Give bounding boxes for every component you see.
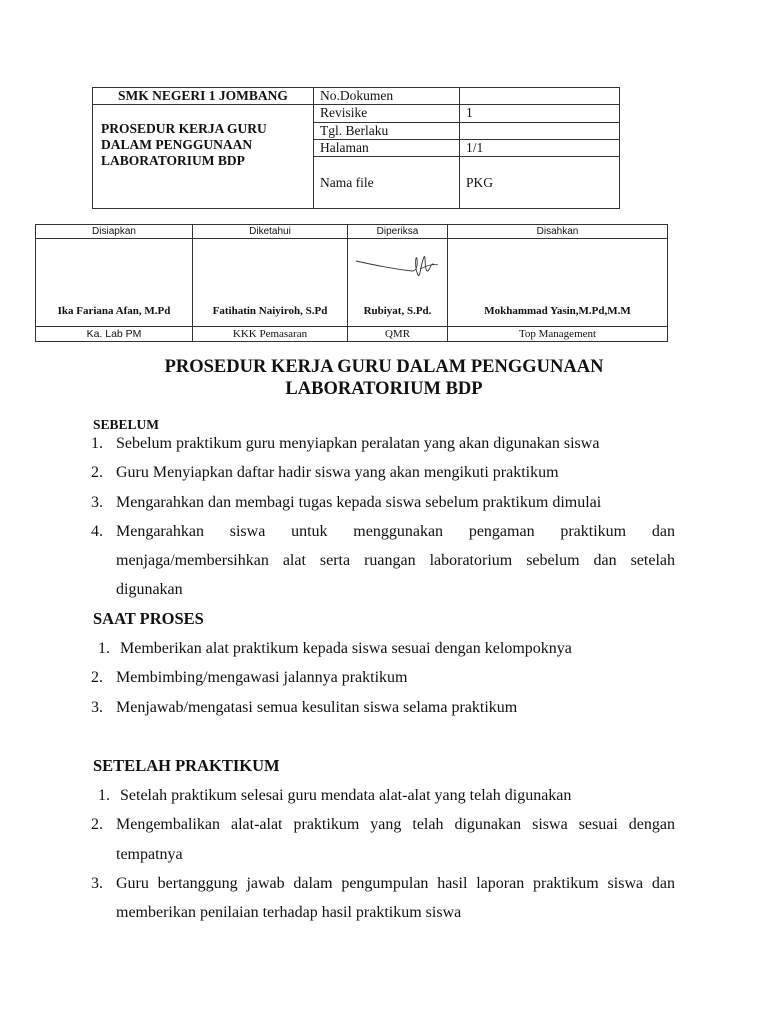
list-item: [93, 869, 675, 928]
item-text: Mengarahkan siswa untuk menggunakan pengaman praktikum dan menjaga/membersihkan alat serta ruangan laboratorium sebelum dan setelah digunakan: [116, 522, 675, 599]
list-item: [93, 693, 675, 722]
document-title-line-2: LABORATORIUM BDP: [285, 379, 483, 399]
list-item: [93, 429, 675, 458]
signer-cell-qmr: [348, 239, 448, 327]
signer-name-qmr: Rubiyat, S.Pd.: [363, 305, 432, 317]
field-label-halaman: Halaman: [314, 140, 460, 157]
signer-name-top-management: Mokhammad Yasin,M.Pd,M.M: [448, 239, 668, 327]
field-value-revisike: 1: [460, 105, 620, 123]
list-item: [93, 663, 675, 692]
field-label-revisike: Revisike: [314, 105, 460, 123]
procedure-title-line-1: PROSEDUR KERJA GURU: [101, 121, 267, 136]
item-number: 3.: [91, 698, 103, 716]
item-text: Mengarahkan dan membagi tugas kepada siswa sebelum praktikum dimulai: [116, 493, 602, 511]
item-text: Memberikan alat praktikum kepada siswa sesuai dengan kelompoknya: [120, 640, 572, 657]
item-number: 1.: [98, 787, 110, 804]
item-number: 1.: [98, 640, 110, 657]
item-text: Sebelum praktikum guru menyiapkan peralatan yang akan digunakan siswa: [116, 435, 600, 452]
school-name: SMK NEGERI 1 JOMBANG: [93, 88, 314, 105]
list-item: [93, 781, 675, 810]
item-number: 2.: [91, 464, 103, 482]
document-title: [92, 356, 676, 400]
approval-role-diketahui: Diketahui: [193, 225, 348, 239]
item-number: 1.: [91, 435, 103, 452]
field-label-no-dokumen: No.Dokumen: [314, 88, 460, 105]
item-number: 3.: [91, 874, 103, 892]
approval-role-diperiksa: Diperiksa: [348, 225, 448, 239]
procedure-title-cell: [93, 105, 314, 209]
signer-position-ka-lab: Ka. Lab PM: [36, 327, 193, 342]
handwritten-signature: [354, 247, 440, 287]
section-heading-after: SETELAH PRAKTIKUM: [93, 756, 280, 775]
signer-position-top-management: Top Management: [448, 327, 668, 342]
item-number: 2.: [91, 816, 103, 834]
list-item: [93, 810, 675, 869]
list-item: [93, 634, 675, 663]
field-value-nama-file: PKG: [460, 157, 620, 209]
signer-position-kkk: KKK Pemasaran: [193, 327, 348, 342]
item-text: Menjawab/mengatasi semua kesulitan siswa selama praktikum: [116, 698, 518, 716]
item-text: Setelah praktikum selesai guru mendata alat-alat yang telah digunakan: [120, 787, 572, 804]
before-steps-list: [93, 429, 675, 605]
item-number: 2.: [91, 669, 103, 687]
item-number: 3.: [91, 493, 103, 511]
document-header-table: [92, 87, 620, 209]
signer-position-qmr: QMR: [348, 327, 448, 342]
section-heading-before: SEBELUM: [93, 417, 160, 432]
signer-name-kkk: Fatihatin Naiyiroh, S.Pd: [193, 239, 348, 327]
document-title-line-1: PROSEDUR KERJA GURU DALAM PENGGUNAAN: [164, 357, 604, 377]
item-text: Guru Menyiapkan daftar hadir siswa yang akan mengikuti praktikum: [116, 464, 559, 482]
field-value-no-dokumen: [460, 88, 620, 105]
section-heading-during: SAAT PROSES: [93, 609, 204, 628]
field-label-nama-file: Nama file: [314, 157, 460, 209]
list-item: [93, 458, 675, 487]
field-value-halaman: 1/1: [460, 140, 620, 157]
field-value-tgl-berlaku: [460, 123, 620, 140]
field-label-tgl-berlaku: Tgl. Berlaku: [314, 123, 460, 140]
item-text: Mengembalikan alat-alat praktikum yang telah digunakan siswa sesuai dengan tempatnya: [116, 816, 675, 863]
approval-table: [35, 224, 668, 342]
during-steps-list: [93, 634, 675, 722]
signer-name-ka-lab: Ika Fariana Afan, M.Pd: [36, 239, 193, 327]
after-steps-list: [93, 781, 675, 927]
approval-role-disiapkan: Disiapkan: [36, 225, 193, 239]
procedure-title-line-2: DALAM PENGGUNAAN: [101, 137, 253, 152]
item-text: Membimbing/mengawasi jalannya praktikum: [116, 669, 408, 687]
item-text: Guru bertanggung jawab dalam pengumpulan hasil laporan praktikum siswa dan memberikan penilaian terhadap hasil praktikum siswa: [116, 874, 675, 922]
list-item: [93, 517, 675, 605]
list-item: [93, 488, 675, 517]
approval-role-disahkan: Disahkan: [448, 225, 668, 239]
procedure-title-line-3: LABORATORIUM BDP: [101, 153, 245, 168]
item-number: 4.: [91, 522, 103, 540]
